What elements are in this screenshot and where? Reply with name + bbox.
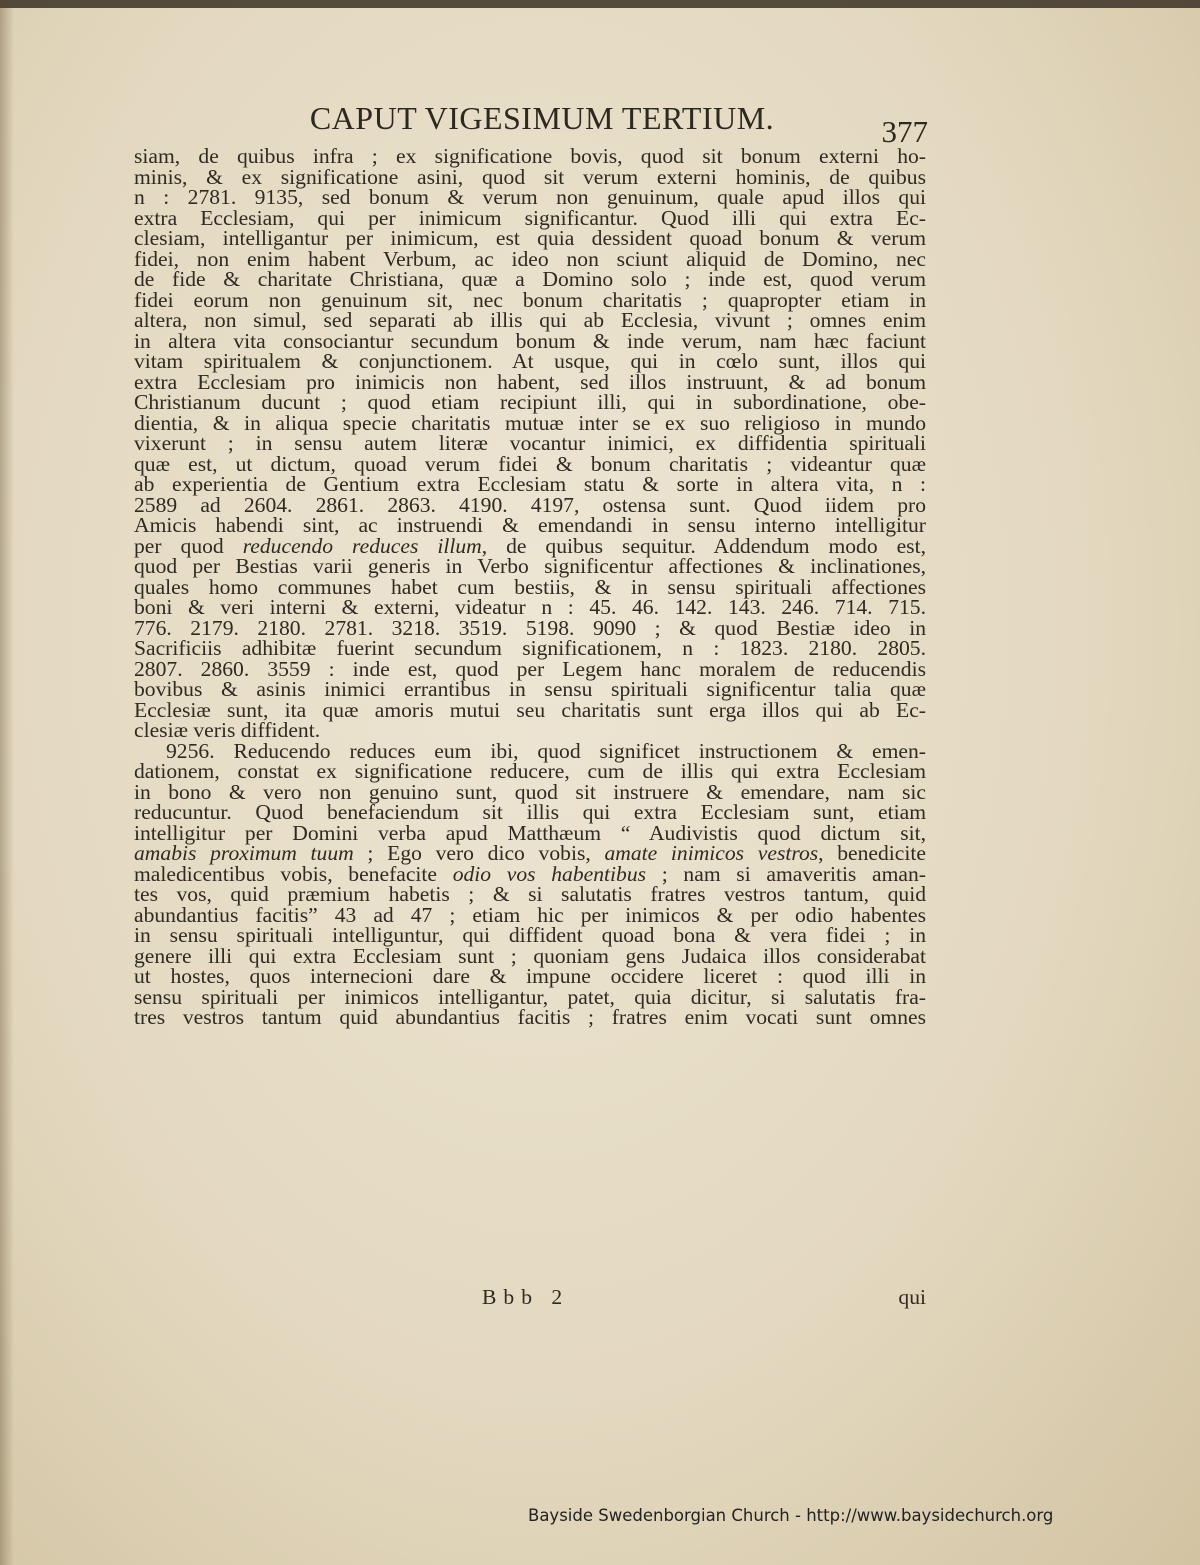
text-line: in sensu spirituali intelliguntur, qui diffident quoad bona & vera fidei ; in — [134, 923, 926, 947]
text-line: 776. 2179. 2180. 2781. 3218. 3519. 5198. 9090 ; & quod Bestiæ ideo in — [134, 615, 926, 640]
text-line: reducuntur. Quod benefaciendum sit illis qui extra Ecclesiam sunt, etiam — [134, 800, 926, 824]
text-line: quales homo communes habet cum bestiis, & in sensu spirituali affectiones — [134, 574, 926, 599]
italic-quote: amate inimicos vestros — [604, 841, 819, 865]
text-line: sensu spirituali per inimicos intelligantur, patet, quia dicitur, si salutatis fra- — [134, 984, 926, 1009]
italic-quote: amabis proximum tuum — [134, 841, 354, 865]
text-line: extra Ecclesiam, qui per inimicum significantur. Quod illi qui extra Ec- — [134, 205, 926, 230]
paragraph-end-line: clesiæ veris diffident. — [134, 718, 321, 742]
text-line: tes vos, quid præmium habetis ; & si salutatis fratres vestros tantum, quid — [134, 882, 926, 906]
text-line: de fide & charitate Christiana, quæ a Domino solo ; inde est, quod verum — [134, 267, 926, 291]
text-line: abundantius facitis” 43 ad 47 ; etiam hic per inimicos & per odio habentes — [134, 902, 926, 927]
page-header — [130, 100, 940, 150]
italic-quote: odio vos habentibus — [452, 861, 647, 886]
signature-mark: Bbb 2 — [482, 1285, 570, 1309]
page-footer — [134, 1285, 926, 1315]
catchword: qui — [898, 1285, 926, 1309]
running-title: CAPUT VIGESIMUM TERTIUM. — [309, 100, 775, 136]
text-line: ut hostes, quos internecioni dare & impune occidere liceret : quod illi in — [134, 964, 926, 988]
text-line: tres vestros tantum quid abundantius facitis ; fratres enim vocati sunt omnes — [134, 1005, 926, 1029]
text-run: maledicentibus vobis, benefacite — [134, 861, 453, 886]
text-line: fidei eorum non genuinum sit, nec bonum charitatis ; quapropter etiam in — [134, 287, 926, 312]
text-line: Christianum ducunt ; quod etiam recipiunt illi, qui in subordinatione, obe- — [134, 390, 926, 414]
text-line: fidei, non enim habent Verbum, ac ideo non sciunt aliquid de Domino, nec — [134, 246, 926, 271]
text-run: , de quibus sequitur. Addendum modo est, — [481, 533, 926, 558]
text-line: dationem, constat ex significatione reducere, cum de illis qui extra Ecclesiam — [134, 759, 926, 783]
page-number: 377 — [881, 114, 928, 149]
text-line: quod per Bestias varii generis in Verbo significentur affectiones & inclinationes, — [134, 554, 926, 578]
text-line: minis, & ex significatione asini, quod sit verum externi hominis, de quibus — [134, 164, 926, 189]
page-top-edge — [0, 0, 1200, 8]
text-line: vitam spiritualem & conjunctionem. At usque, qui in cœlo sunt, illos qui — [134, 349, 926, 373]
text-line-with-italic — [134, 861, 926, 886]
source-credit: Bayside Swedenborgian Church - http://www.baysidechurch.org — [528, 1506, 1054, 1525]
text-line-with-italic — [134, 843, 926, 864]
text-line: Amicis habendi sint, ac instruendi & emendandi in sensu interno intelligitur — [134, 513, 926, 537]
text-line: boni & veri interni & externi, videatur n : 45. 46. 142. 143. 246. 714. 715. — [134, 595, 926, 619]
text-line: Sacrificiis adhibitæ fuerint secundum significationem, n : 1823. 2180. 2805. — [134, 636, 926, 660]
text-line: n : 2781. 9135, sed bonum & verum non genuinum, quale apud illos qui — [134, 185, 926, 209]
text-line: extra Ecclesiam pro inimicis non habent, sed illos instruunt, & ad bonum — [134, 369, 926, 394]
text-line: siam, de quibus infra ; ex significatione bovis, quod sit bonum externi ho- — [134, 144, 926, 168]
text-line: Ecclesiæ sunt, ita quæ amoris mutui seu charitatis sunt erga illos qui ab Ec- — [134, 697, 926, 722]
text-line: quæ est, ut dictum, quoad verum fidei & bonum charitatis ; videantur quæ — [134, 451, 926, 476]
text-line: bovibus & asinis inimici errantibus in sensu spirituali significentur talia quæ — [134, 677, 926, 701]
text-line: altera, non simul, sed separati ab illis qui ab Ecclesia, vivunt ; omnes enim — [134, 308, 926, 332]
text-line: genere illi qui extra Ecclesiam sunt ; quoniam gens Judaica illos considerabat — [134, 943, 926, 968]
text-line: clesiam, intelligantur per inimicum, est quia dessident quoad bonum & verum — [134, 226, 926, 250]
text-line: dientia, & in aliqua specie charitatis mutuæ inter se ex suo religioso in mundo — [134, 410, 926, 435]
italic-quote: reducendo reduces illum — [242, 533, 482, 558]
text-run: ; nam si amaveritis aman- — [646, 861, 926, 886]
text-line: 2589 ad 2604. 2861. 2863. 4190. 4197, ostensa sunt. Quod iidem pro — [134, 492, 926, 517]
text-run: , benedicite — [818, 841, 926, 865]
text-line: vixerunt ; in sensu autem literæ vocantur inimici, ex diffidentia spirituali — [134, 431, 926, 455]
text-run: ; Ego vero dico vobis, — [353, 841, 605, 865]
text-line: ab experientia de Gentium extra Ecclesiam statu & sorte in altera vita, n : — [134, 472, 926, 496]
paragraph-start-line: 9256. Reducendo reduces eum ibi, quod significet instructionem & emen- — [166, 738, 926, 763]
page-gutter-shadow — [0, 0, 14, 1565]
text-line: intelligitur per Domini verba apud Matthæum “ Audivistis quod dictum sit, — [134, 820, 926, 845]
text-line-with-italic — [134, 533, 926, 558]
text-line: in bono & vero non genuino sunt, quod sit instruere & emendare, nam sic — [134, 779, 926, 804]
text-run: per quod — [134, 533, 243, 558]
text-line: 2807. 2860. 3559 : inde est, quod per Legem hanc moralem de reducendis — [134, 656, 926, 681]
body-text — [134, 146, 926, 1028]
text-line: in altera vita consociantur secundum bonum & inde verum, nam hæc faciunt — [134, 328, 926, 353]
